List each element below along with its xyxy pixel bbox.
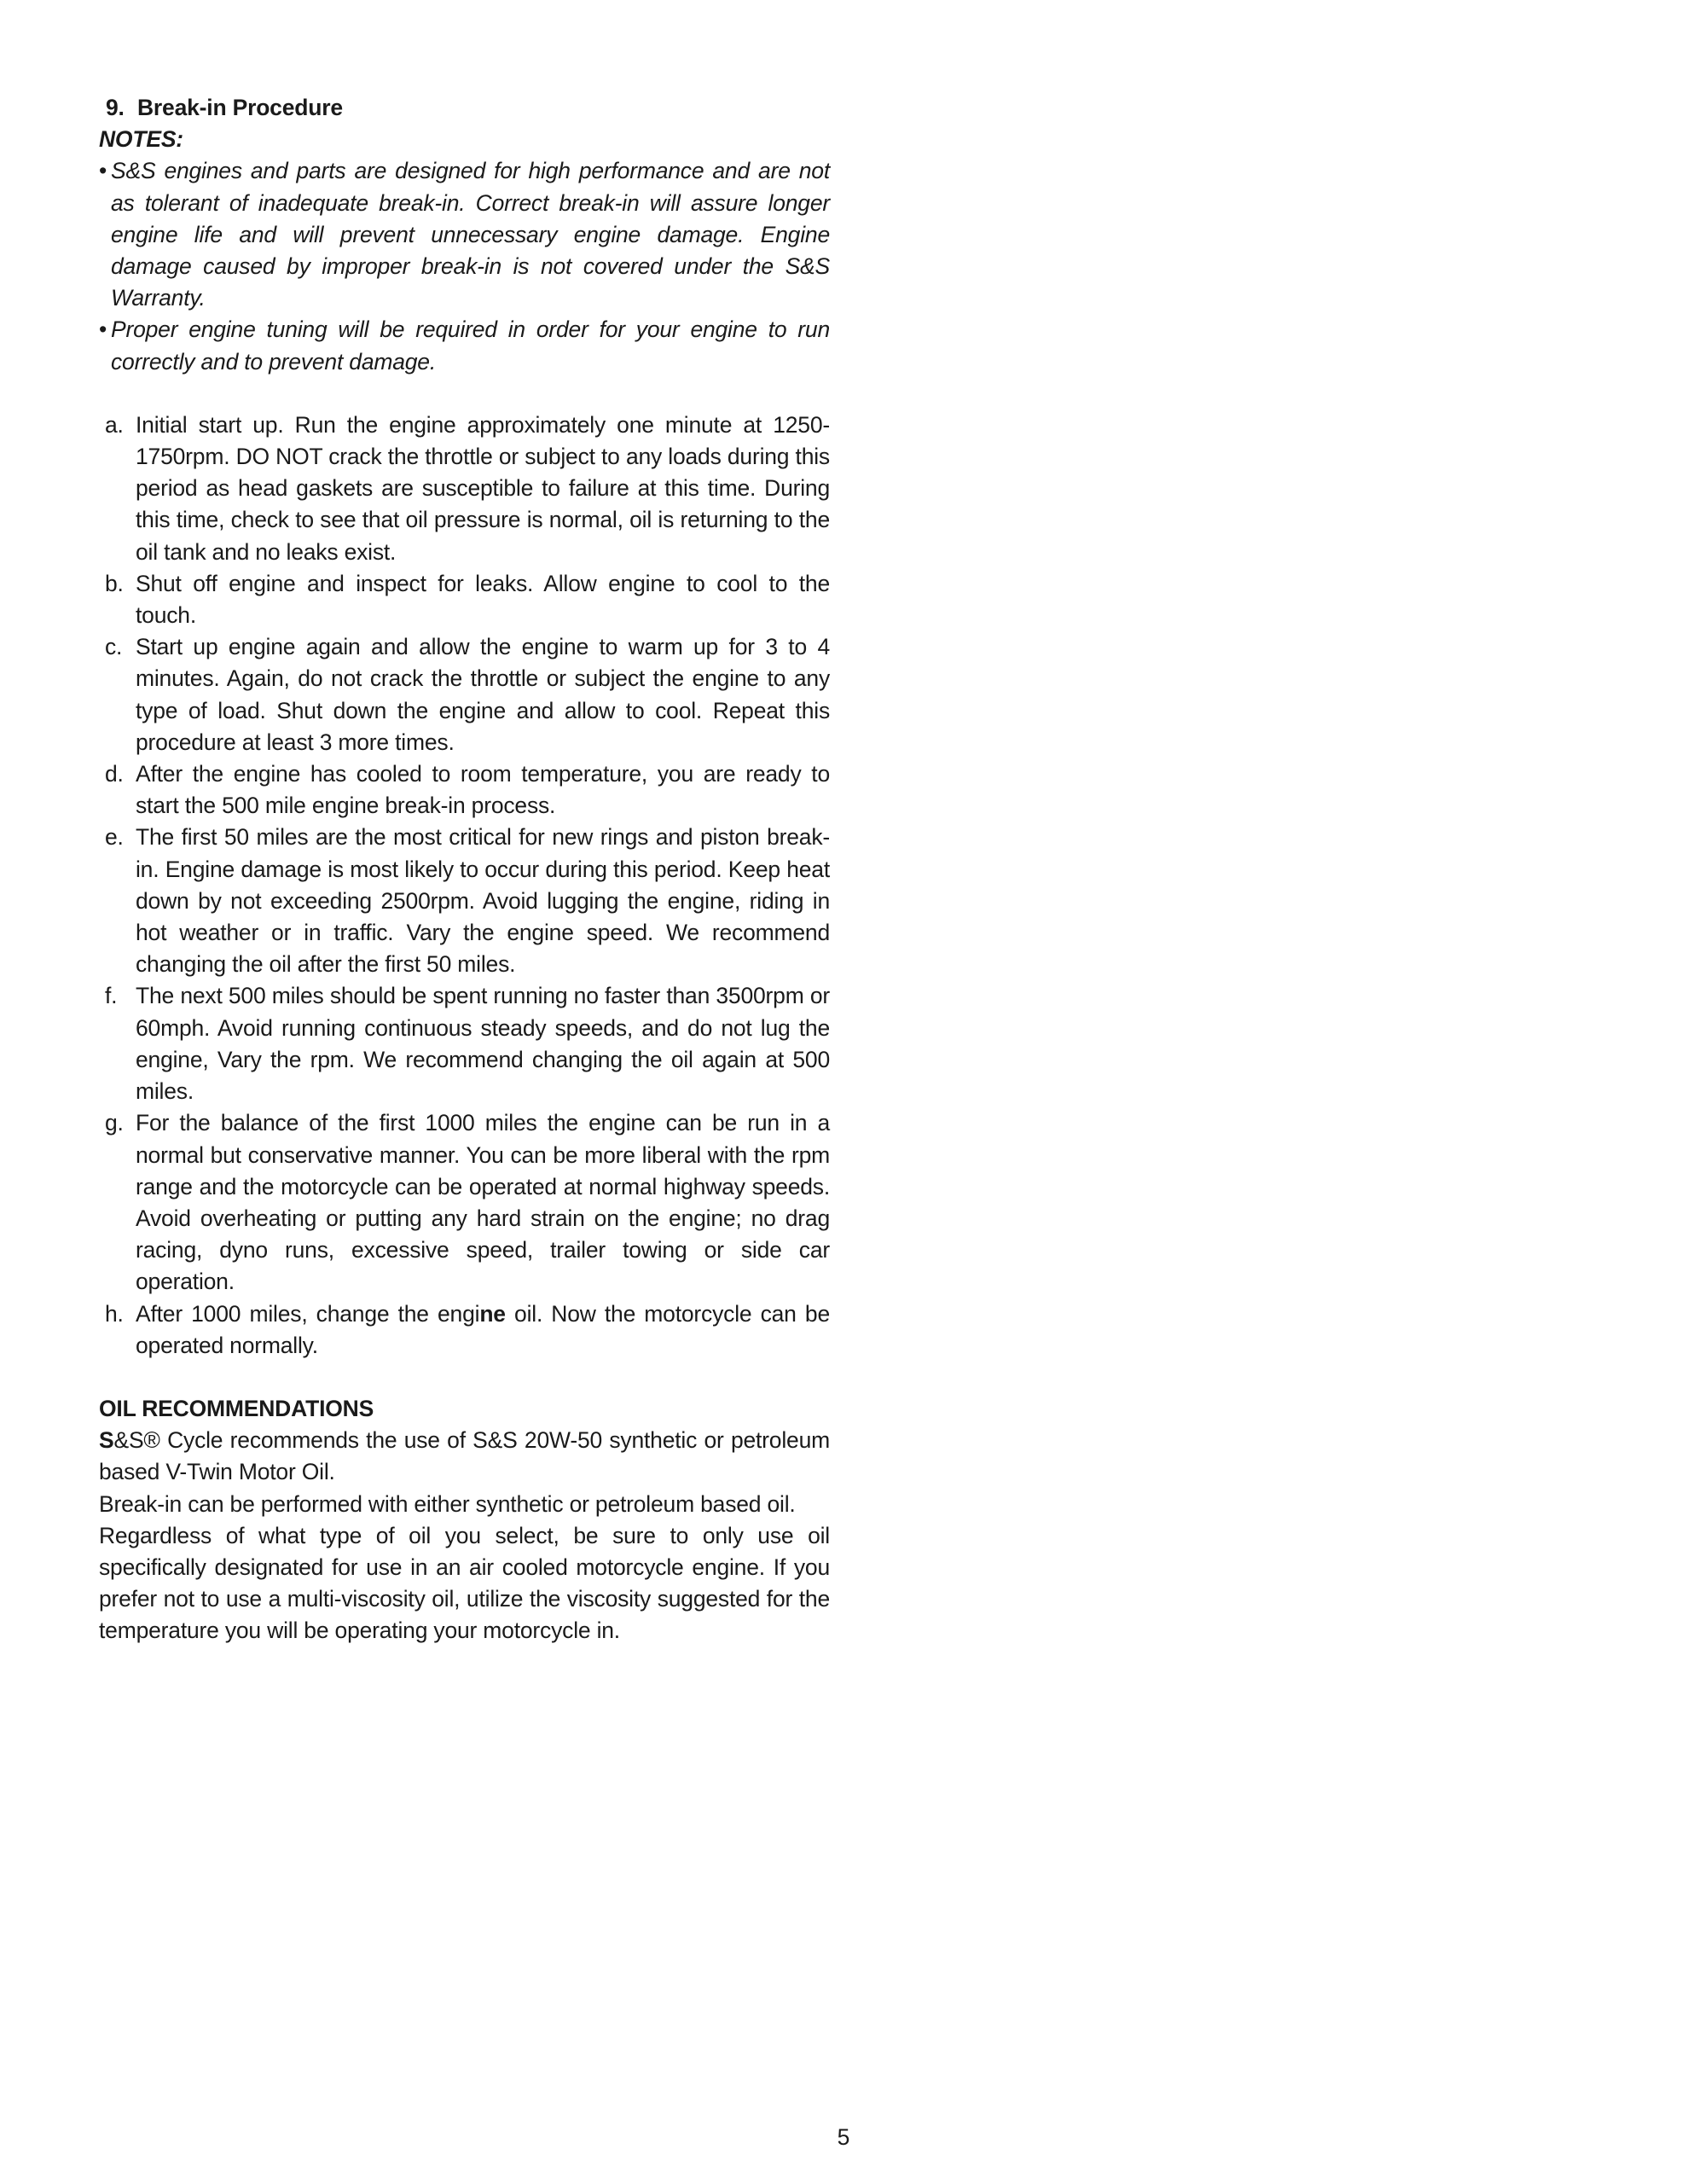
notes-label: NOTES: xyxy=(99,126,183,153)
step-item xyxy=(99,758,830,822)
step-text-after: oil. Now the motorcycle can be operated normally. xyxy=(136,1300,830,1358)
step-text-before: After 1000 miles, change the engi xyxy=(136,1300,480,1327)
page-number: 5 xyxy=(837,2124,850,2150)
step-marker: e. xyxy=(105,824,124,851)
note-item xyxy=(99,314,830,377)
step-item xyxy=(99,410,830,568)
step-marker: b. xyxy=(105,570,124,596)
oil-paragraph xyxy=(99,1425,830,1488)
note-text: S&S engines and parts are designed for high performance and are not as tolerant of inadequate break-in. Correct break-in will assure longer engine life and will prevent unnecessary engine damage. Engine damage caused by improper break-in is not covered under the S&S Warranty. xyxy=(111,158,830,311)
step-text: For the balance of the first 1000 miles the engine can be run in a normal but conservative manner. You can be more liberal with the rpm range and the motorcycle can be operated at normal highway speeds. Avoid overheating or putting any hard strain on the engine; no drag racing, dyno runs, excessive speed, trailer towing or side car operation. xyxy=(136,1110,830,1295)
section-heading xyxy=(106,92,830,124)
oil-paragraph-text: &S® Cycle recommends the use of S&S 20W-50 synthetic or petroleum based V-Twin Motor Oil. xyxy=(99,1427,830,1485)
step-text: Start up engine again and allow the engine to warm up for 3 to 4 minutes. Again, do not crack the throttle or subject the engine to any type of load. Shut down the engine and allow to cool. Repeat this procedure at least 3 more times. xyxy=(136,634,830,755)
bullet-icon: • xyxy=(99,317,107,343)
step-text: Shut off engine and inspect for leaks. Allow engine to cool to the touch. xyxy=(136,570,830,629)
document-body xyxy=(99,92,830,1647)
section-title: Break-in Procedure xyxy=(137,95,343,120)
note-item xyxy=(99,155,830,314)
step-item xyxy=(99,631,830,758)
step-text: The next 500 miles should be spent running no faster than 3500rpm or 60mph. Avoid running continuous steady speeds, and do not lug the engine, Vary the rpm. We recommend changing the oil again at 500 miles. xyxy=(136,983,830,1105)
step-marker: c. xyxy=(105,634,123,660)
oil-paragraph: Regardless of what type of oil you select, be sure to only use oil specifically designated for use in an air cooled motorcycle engine. If you prefer not to use a multi-viscosity oil, utilize the viscosity suggested for the temperature you will be operating your motorcycle in. xyxy=(99,1522,830,1644)
step-item xyxy=(99,568,830,631)
step-text: Initial start up. Run the engine approximately one minute at 1250-1750rpm. DO NOT crack the throttle or subject to any loads during this period as head gaskets are susceptible to failure at this time. During this time, check to see that oil pressure is normal, oil is returning to the oil tank and no leaks exist. xyxy=(136,411,830,565)
oil-heading: OIL RECOMMENDATIONS xyxy=(99,1395,374,1421)
procedure-steps xyxy=(99,410,830,1362)
oil-brand-bold: S xyxy=(99,1427,114,1454)
step-text: The first 50 miles are the most critical for new rings and piston break-in. Engine damage is most likely to occur during this period. Keep heat down by not exceeding 2500rpm. Avoid lugging the engine, riding in hot weather or in traffic. Vary the engine speed. We recommend changing the oil after the first 50 miles. xyxy=(136,824,830,978)
step-marker: a. xyxy=(105,411,124,438)
step-item xyxy=(99,1298,830,1362)
oil-paragraph: Break-in can be performed with either synthetic or petroleum based oil. xyxy=(99,1490,796,1517)
bullet-icon: • xyxy=(99,158,107,184)
step-item xyxy=(99,980,830,1107)
step-text-bold: ne xyxy=(479,1300,506,1327)
step-marker: h. xyxy=(105,1300,124,1327)
section-number: 9. xyxy=(106,95,125,120)
step-item xyxy=(99,822,830,980)
note-text: Proper engine tuning will be required in order for your engine to run correctly and to prevent damage. xyxy=(111,317,830,375)
step-text: After the engine has cooled to room temperature, you are ready to start the 500 mile engine break-in process. xyxy=(136,761,830,819)
step-marker: g. xyxy=(105,1110,124,1136)
step-marker: d. xyxy=(105,761,124,787)
step-marker: f. xyxy=(105,983,118,1009)
step-item xyxy=(99,1107,830,1298)
